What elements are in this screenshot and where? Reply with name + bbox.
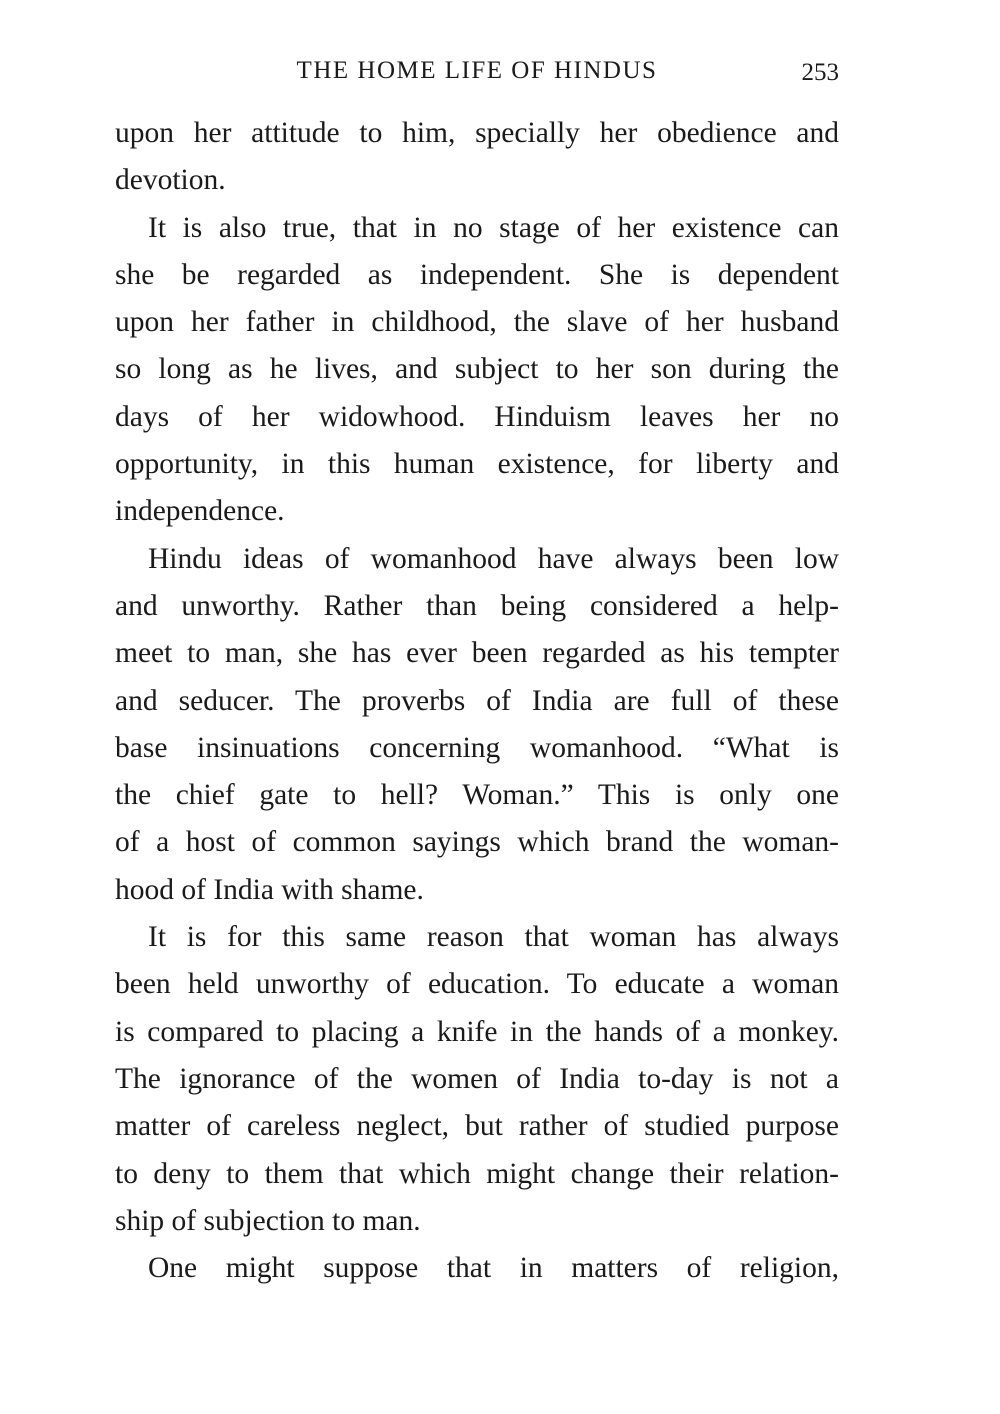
- text-line: and seducer. The proverbs of India are full of these: [115, 684, 839, 717]
- text-line: to deny to them that which might change their relation-: [115, 1157, 839, 1190]
- text-line: devotion.: [115, 164, 226, 197]
- text-line: It is for this same reason that woman has always: [148, 921, 839, 954]
- text-line: upon her attitude to him, specially her obedience and: [115, 117, 839, 149]
- text-line: upon her father in childhood, the slave of her husband: [115, 306, 839, 339]
- paragraph-1: [115, 110, 839, 205]
- text-line: One might suppose that in matters of religion,: [148, 1252, 839, 1285]
- text-line: been held unworthy of education. To educate a woman: [115, 968, 839, 1001]
- text-line: It is also true, that in no stage of her existence can: [148, 211, 839, 244]
- paragraph-3: [115, 536, 839, 914]
- text-line: opportunity, in this human existence, for liberty and: [115, 448, 839, 481]
- text-line: base insinuations concerning womanhood. “What is: [115, 731, 839, 764]
- paragraph-5: [115, 1245, 839, 1292]
- text-line: of a host of common sayings which brand the woman-: [115, 826, 839, 859]
- text-line: she be regarded as independent. She is dependent: [115, 258, 839, 291]
- text-line: hood of India with shame.: [115, 873, 424, 906]
- paragraph-2: [115, 205, 839, 536]
- text-line: the chief gate to hell? Woman.” This is only one: [115, 779, 839, 812]
- text-line: is compared to placing a knife in the hands of a monkey.: [115, 1015, 839, 1048]
- body-text: [115, 110, 839, 1292]
- page-number: 253: [801, 59, 839, 86]
- text-line: days of her widowhood. Hinduism leaves her no: [115, 400, 839, 433]
- text-line: matter of careless neglect, but rather of studied purpose: [115, 1110, 839, 1143]
- paragraph-4: [115, 914, 839, 1245]
- text-line: meet to man, she has ever been regarded as his tempter: [115, 637, 839, 670]
- running-title: THE HOME LIFE OF HINDUS: [296, 57, 658, 84]
- running-header: [115, 54, 839, 88]
- text-line: and unworthy. Rather than being considered a help-: [115, 589, 839, 622]
- text-line: independence.: [115, 495, 285, 528]
- text-line: The ignorance of the women of India to-day is not a: [115, 1062, 839, 1095]
- text-line: ship of subjection to man.: [115, 1204, 421, 1237]
- text-line: so long as he lives, and subject to her son during the: [115, 353, 839, 386]
- text-line: Hindu ideas of womanhood have always been low: [148, 542, 839, 575]
